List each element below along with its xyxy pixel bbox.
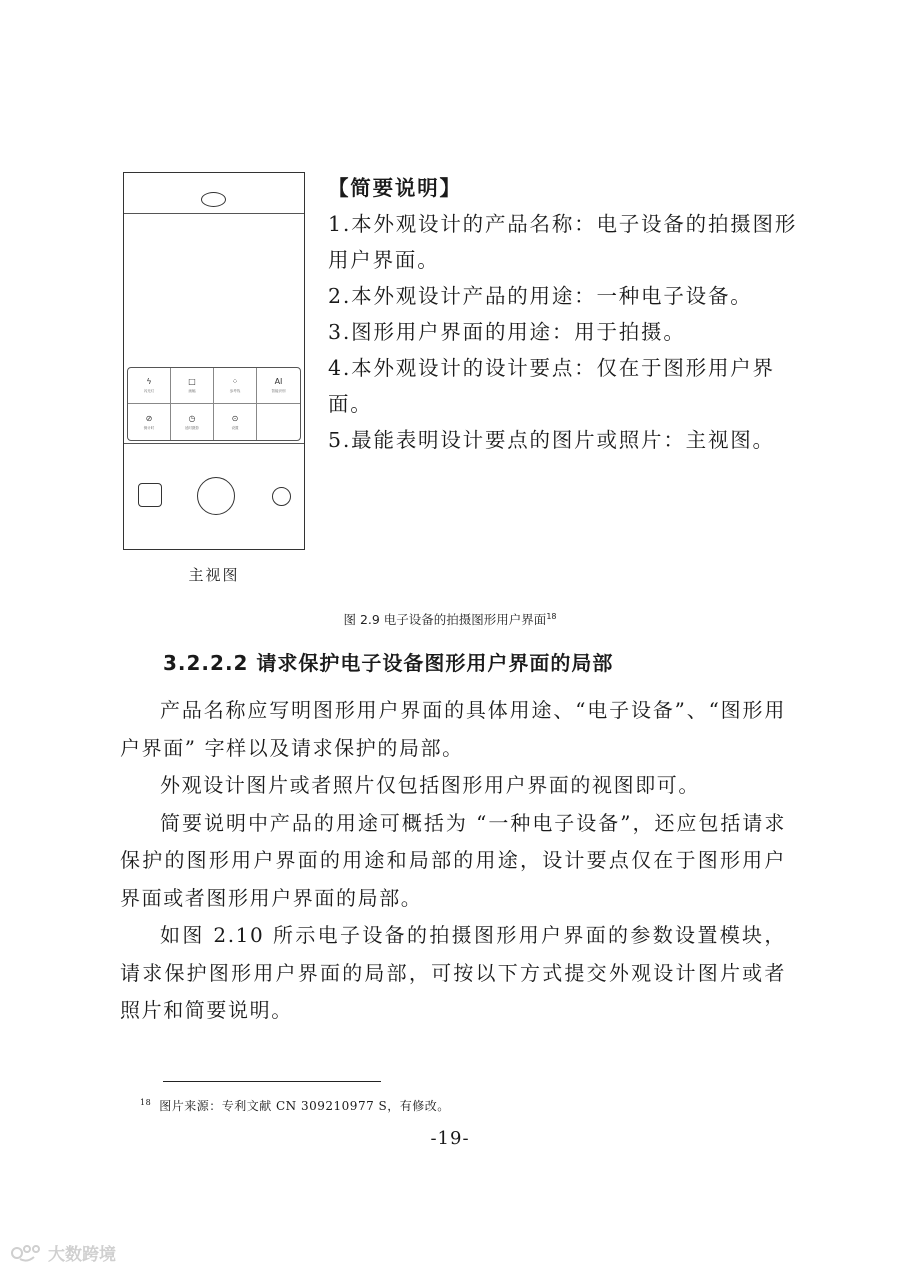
panel-cell-grid (214, 368, 257, 404)
watermark-text: 大数跨境 (48, 1245, 116, 1265)
body-paragraph: 外观设计图片或者照片仅包括图形用户界面的视图即可。 (160, 773, 700, 797)
phone-main-view-drawing (123, 172, 305, 550)
panel-label: 延时摄影 (185, 425, 199, 430)
panel-cell-ai (257, 368, 300, 404)
brief-item-4: 4.本外观设计的设计要点：仅在于图形用户界面。 (328, 356, 775, 416)
grid-icon: ⁘ (231, 377, 239, 386)
timer-off-icon: ⊘ (145, 413, 153, 423)
front-camera-oval (201, 192, 226, 207)
timer-icon: ◷ (188, 413, 196, 423)
viewfinder-divider (124, 443, 304, 444)
panel-cell-flash (128, 368, 171, 404)
flash-icon: ϟ (146, 377, 152, 386)
watermark (10, 1240, 116, 1265)
brief-item-2: 2.本外观设计产品的用途：一种电子设备。 (328, 284, 753, 308)
figure-caption-text: 图 2.9 电子设备的拍摄图形用户界面 (343, 612, 547, 627)
gallery-thumbnail-icon (138, 483, 162, 507)
camera-settings-panel (127, 367, 301, 441)
body-text (120, 692, 786, 1030)
panel-label: 设置 (231, 425, 239, 430)
brief-description (328, 170, 798, 458)
panel-label: 智能识别 (271, 389, 286, 393)
panel-label: 画幅 (188, 389, 196, 393)
body-paragraph: 简要说明中产品的用途可概括为 “一种电子设备”，还应包括请求保护的图形用户界面的用途和局部的用途，设计要点仅在于图形用户界面或者图形用户界面的局部。 (120, 810, 786, 910)
frame-icon: □ (188, 377, 196, 386)
panel-label: 参考线 (229, 389, 241, 393)
panel-label: 倒计时 (143, 425, 155, 430)
panel-cell-timer-off (128, 404, 171, 440)
footnote-text: 图片来源：专利文献 CN 309210977 S，有修改。 (159, 1099, 450, 1113)
switch-camera-icon (272, 487, 291, 506)
figure-caption (0, 610, 900, 628)
figure-footnote-ref: 18 (546, 611, 557, 621)
brief-item-3: 3.图形用户界面的用途：用于拍摄。 (328, 320, 686, 344)
footnote-mark: 18 (140, 1098, 152, 1107)
ai-icon: AI (274, 377, 283, 386)
phone-top-bar (124, 173, 304, 214)
panel-cell-timer (171, 404, 214, 440)
panel-cell-frame (171, 368, 214, 404)
page-number: -19- (430, 1128, 470, 1149)
panel-cell-empty (257, 404, 300, 440)
body-paragraph: 产品名称应写明图形用户界面的具体用途、“电子设备”、“图形用户界面” 字样以及请求保护的局部。 (120, 698, 786, 760)
footnote (140, 1097, 450, 1114)
section-heading: 3.2.2.2 请求保护电子设备图形用户界面的局部 (163, 651, 614, 675)
panel-label: 闪光灯 (143, 389, 155, 393)
brief-item-1: 1.本外观设计的产品名称：电子设备的拍摄图形用户界面。 (328, 212, 798, 272)
brief-item-5: 5.最能表明设计要点的图片或照片：主视图。 (328, 428, 775, 452)
panel-cell-settings (214, 404, 257, 440)
body-paragraph: 如图 2.10 所示电子设备的拍摄图形用户界面的参数设置模块，请求保护图形用户界面的局部，可按以下方式提交外观设计图片或者照片和简要说明。 (120, 923, 786, 1022)
view-caption: 主视图 (188, 566, 240, 584)
watermark-logo-icon (10, 1241, 44, 1265)
brief-title: 【简要说明】 (328, 176, 462, 200)
settings-icon: ⊙ (231, 413, 239, 423)
footnote-rule (163, 1081, 381, 1082)
shutter-button-icon (197, 477, 235, 515)
